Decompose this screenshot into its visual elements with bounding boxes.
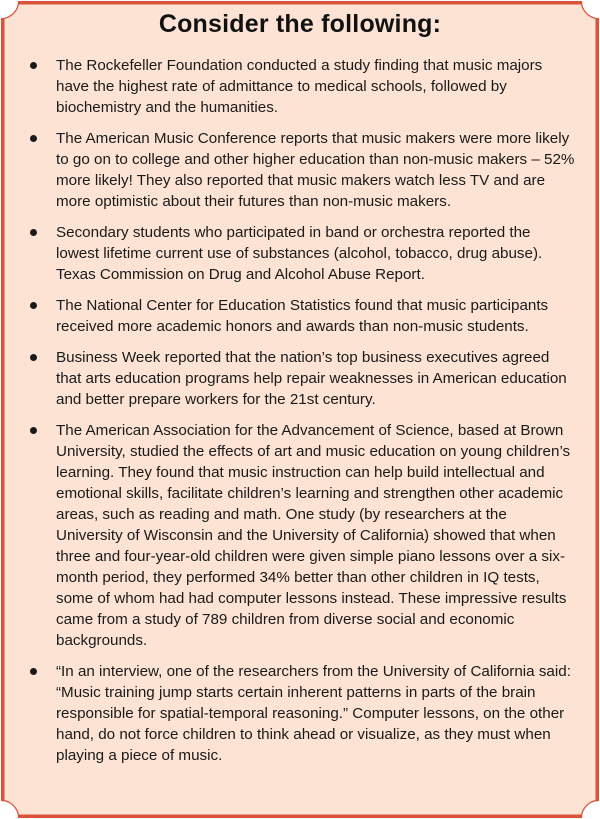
fact-item bbox=[24, 295, 576, 337]
fact-text: The Rockefeller Foundation conducted a study finding that music majors have the highest rate of admittance to medical schools, followed by biochemistry and the humanities. bbox=[56, 57, 543, 116]
bullet-icon bbox=[30, 229, 37, 236]
fact-item bbox=[24, 128, 576, 212]
fact-text: “In an interview, one of the researchers from the University of California said: “Music training jump starts certain inherent patterns in parts of the brain responsible for spatial-temporal reasoning.” Computer lessons, on the other hand, do not force children to think ahead or visualize, as they must when playing a piece of music. bbox=[56, 663, 571, 764]
bullet-icon bbox=[30, 62, 37, 69]
fact-text: The National Center for Education Statistics found that music participants received more academic honors and awards than non-music students. bbox=[56, 297, 549, 335]
fact-text: Secondary students who participated in band or orchestra reported the lowest lifetime current use of substances (alcohol, tobacco, drug abuse). Texas Commission on Drug and Alcohol Abuse Report. bbox=[56, 224, 543, 283]
fact-text: The American Music Conference reports that music makers were more likely to go on to college and other higher education than non-music makers – 52% more likely! They also reported that music makers watch less TV and are more optimistic about their futures than non-music makers. bbox=[56, 130, 575, 210]
fact-item bbox=[24, 55, 576, 118]
fact-list bbox=[24, 55, 576, 766]
fact-item bbox=[24, 347, 576, 410]
fact-text: The American Association for the Advancement of Science, based at Brown University, studied the effects of art and music education on young children’s learning. They found that music instruction can help build intellectual and emotional skills, facilitate children’s learning and strengthen other academic areas, such as reading and math. One study (by researchers at the University of Wisconsin and the University of California) showed that when three and four-year-old children were given simple piano lessons over a six-month period, they performed 34% better than other children in IQ tests, some of whom had had computer lessons instead. These impressive results came from a study of 789 children from diverse social and economic backgrounds. bbox=[56, 422, 571, 649]
fact-item bbox=[24, 661, 576, 766]
bullet-icon bbox=[30, 302, 37, 309]
fact-item bbox=[24, 420, 576, 651]
fact-text: Business Week reported that the nation’s top business executives agreed that arts education programs help repair weaknesses in American education and better prepare workers for the 21st century. bbox=[56, 349, 567, 408]
bullet-icon bbox=[30, 135, 37, 142]
bullet-icon bbox=[30, 427, 37, 434]
bullet-icon bbox=[30, 668, 37, 675]
panel-title: Consider the following: bbox=[158, 10, 442, 38]
bullet-icon bbox=[30, 354, 37, 361]
fact-item bbox=[24, 222, 576, 285]
fact-panel bbox=[24, 10, 576, 776]
